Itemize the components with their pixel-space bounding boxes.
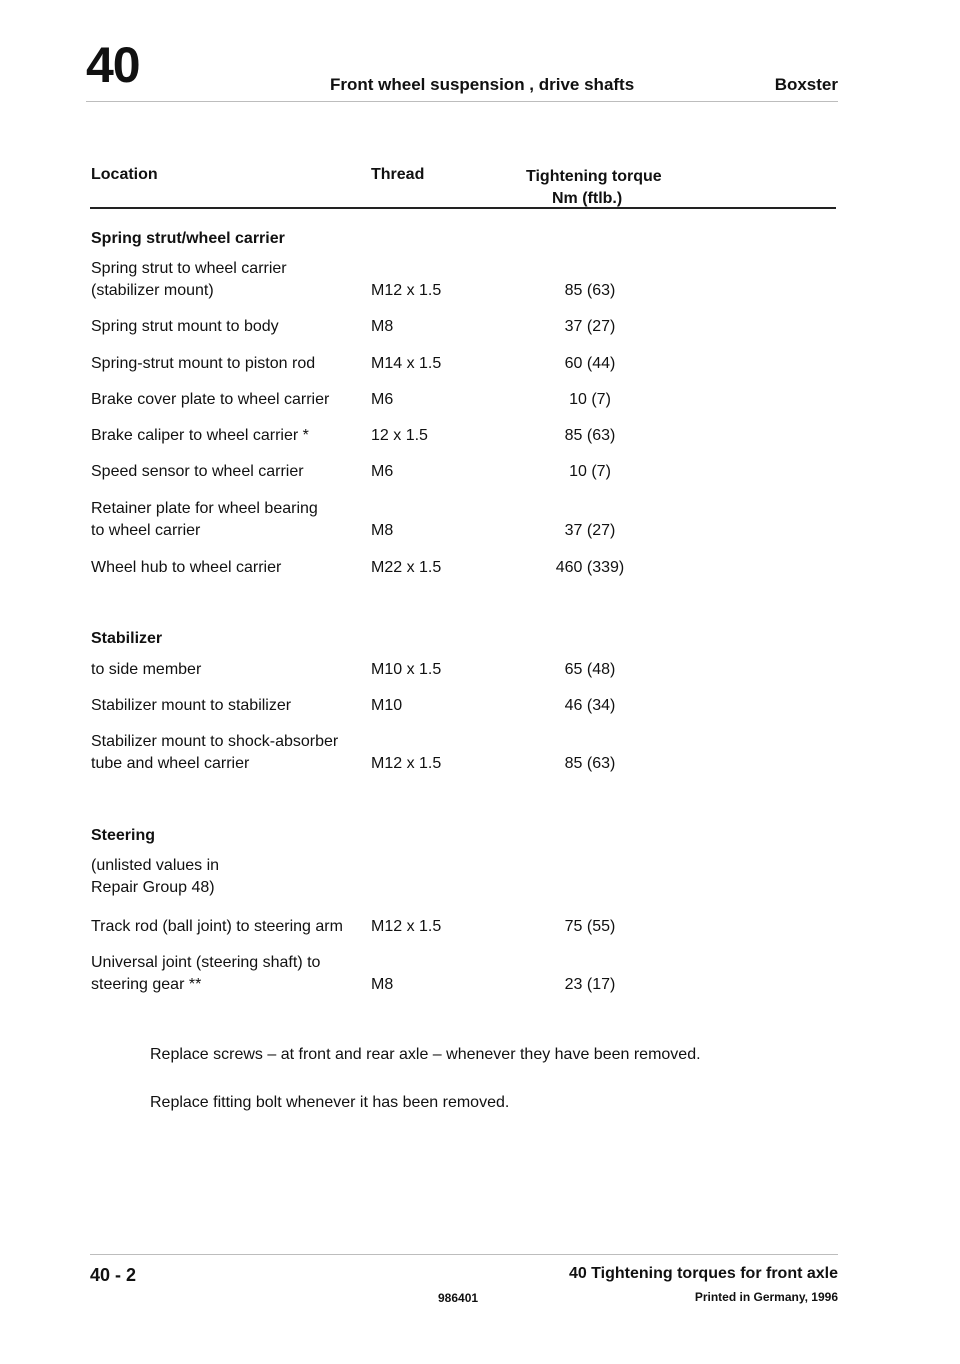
section-title-steering: Steering [91,827,156,844]
row-torque: 65 (48) [564,661,616,678]
footer-title: 40 Tightening torques for front axle [568,1265,838,1282]
row-thread: M14 x 1.5 [371,355,442,372]
header-divider [86,101,838,102]
row-location: Brake cover plate to wheel carrier [91,391,330,408]
row-torque: 60 (44) [564,355,616,372]
page-number: 40 - 2 [90,1265,137,1285]
section-title-stabilizer: Stabilizer [91,630,163,647]
model-name: Boxster [774,75,838,94]
column-header-location: Location [91,166,158,183]
row-location: to side member [91,661,202,678]
table-header-divider [90,207,836,209]
row-torque: 10 (7) [569,463,611,480]
column-header-thread: Thread [371,166,425,183]
row-location: Track rod (ball joint) to steering arm [91,918,343,935]
footer-divider [90,1254,838,1255]
row-torque: 85 (63) [564,282,616,299]
page-title: Front wheel suspension , drive shafts [330,75,635,94]
row-torque: 46 (34) [564,697,616,714]
column-header-torque: Tightening torque [526,168,662,185]
row-thread: 12 x 1.5 [371,427,428,444]
note-fitting-bolt: Replace fitting bolt whenever it has been removed. [150,1094,510,1111]
row-location: Spring-strut mount to piston rod [91,355,316,372]
row-thread: M12 x 1.5 [371,755,442,772]
row-torque: 23 (17) [564,976,616,993]
row-location: Brake caliper to wheel carrier * [91,427,309,444]
section-title-spring-strut: Spring strut/wheel carrier [91,230,285,247]
row-torque: 85 (63) [564,427,616,444]
row-thread: M8 [371,976,394,993]
row-torque: 460 (339) [555,559,625,576]
row-thread: M22 x 1.5 [371,559,442,576]
row-location: Spring strut mount to body [91,318,279,335]
row-torque: 10 (7) [569,391,611,408]
row-location: (unlisted values in Repair Group 48) [91,857,220,896]
group-number: 40 [86,37,140,93]
note-screws: Replace screws – at front and rear axle – whenever they have been removed. [150,1046,701,1063]
row-torque: 85 (63) [564,755,616,772]
row-torque: 37 (27) [564,318,616,335]
row-location: Spring strut to wheel carrier (stabilizer mount) [91,260,287,299]
row-thread: M6 [371,463,394,480]
row-thread: M10 [371,697,403,714]
row-location: Universal joint (steering shaft) to steering gear ** [91,954,321,993]
row-torque: 37 (27) [564,522,616,539]
row-location: Stabilizer mount to shock-absorber tube and wheel carrier [91,733,339,772]
row-thread: M6 [371,391,394,408]
row-thread: M10 x 1.5 [371,661,442,678]
row-thread: M12 x 1.5 [371,918,442,935]
row-location: Speed sensor to wheel carrier [91,463,304,480]
document-code: 986401 [438,1291,479,1305]
row-location: Retainer plate for wheel bearing to wheel carrier [91,500,318,539]
row-thread: M12 x 1.5 [371,282,442,299]
row-torque: 75 (55) [564,918,616,935]
row-thread: M8 [371,318,394,335]
row-location: Wheel hub to wheel carrier [91,559,282,576]
row-location: Stabilizer mount to stabilizer [91,697,292,714]
column-header-torque-unit: Nm (ftlb.) [552,190,623,207]
print-info: Printed in Germany, 1996 [694,1290,838,1304]
row-thread: M8 [371,522,394,539]
